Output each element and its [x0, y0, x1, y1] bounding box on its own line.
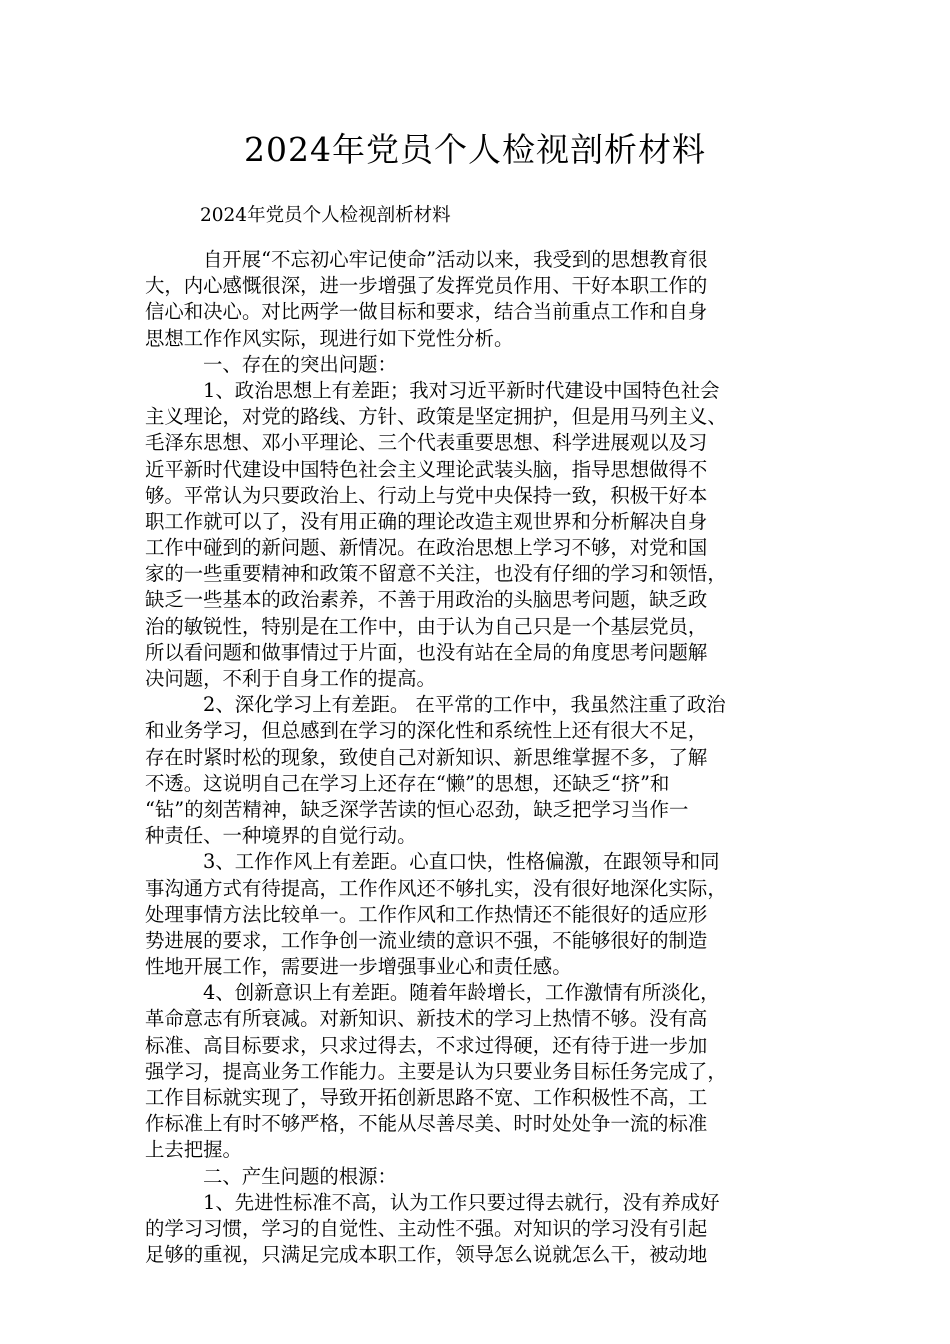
text-line: 一、存在的突出问题： — [203, 352, 397, 376]
text-line: 毛泽东思想、邓小平理论、三个代表重要思想、科学进展观以及习 — [145, 431, 708, 455]
text-line: “钻”的刻苦精神，缺乏深学苦读的恒心忍劲，缺乏把学习当作一 — [145, 797, 689, 821]
text-line: 大，内心感慨很深，进一步增强了发挥党员作用、干好本职工作的 — [145, 274, 708, 298]
text-line: 性地开展工作，需要进一步增强事业心和责任感。 — [145, 955, 572, 979]
text-line: 所以看问题和做事情过于片面，也没有站在全局的角度思考问题解 — [145, 640, 708, 664]
document-body — [145, 247, 810, 1268]
text-line: 作标准上有时不够严格，不能从尽善尽美、时时处处争一流的标准 — [145, 1112, 708, 1136]
text-line: 治的敏锐性，特别是在工作中，由于认为自己只是一个基层党员， — [145, 614, 708, 638]
text-line: 1、政治思想上有差距；我对习近平新时代建设中国特色社会 — [203, 378, 720, 402]
text-line: 家的一些重要精神和政策不留意不关注，也没有仔细的学习和领悟， — [145, 562, 727, 586]
text-line: 的学习习惯，学习的自觉性、主动性不强。对知识的学习没有引起 — [145, 1216, 708, 1240]
text-line: 二、产生问题的根源： — [203, 1164, 397, 1188]
text-line: 自开展“不忘初心牢记使命”活动以来，我受到的思想教育很 — [203, 248, 708, 271]
text-line: 思想工作作风实际，现进行如下党性分析。 — [145, 326, 514, 350]
text-line: 近平新时代建设中国特色社会主义理论武装头脑，指导思想做得不 — [145, 457, 708, 481]
text-line: 和业务学习，但总感到在学习的深化性和系统性上还有很大不足， — [145, 719, 708, 743]
text-line: 决问题，不利于自身工作的提高。 — [145, 667, 436, 690]
text-line: 工作中碰到的新问题、新情况。在政治思想上学习不够，对党和国 — [145, 536, 708, 560]
text-line: 2、深化学习上有差距。 在平常的工作中，我虽然注重了政治 — [203, 693, 726, 717]
text-line: 职工作就可以了，没有用正确的理论改造主观世界和分析解决自身 — [145, 509, 708, 533]
text-line: 缺乏一些基本的政治素养，不善于用政治的头脑思考问题，缺乏政 — [145, 588, 708, 612]
text-line: 革命意志有所衰减。对新知识、新技术的学习上热情不够。没有高 — [145, 1007, 708, 1031]
document-title: 2024年党员个人检视剖析材料 — [244, 130, 706, 169]
text-line: 信心和决心。对比两学一做目标和要求，结合当前重点工作和自身 — [145, 300, 708, 324]
text-line: 上去把握。 — [145, 1138, 242, 1162]
text-line: 标准、高目标要求，只求过得去，不求过得硬，还有待于进一步加 — [145, 1033, 708, 1057]
text-line: 强学习，提高业务工作能力。主要是认为只要业务目标任务完成了， — [145, 1059, 727, 1083]
document-subtitle: 2024年党员个人检视剖析材料 — [200, 205, 451, 226]
text-line: 处理事情方法比较单一。工作作风和工作热情还不能很好的适应形 — [145, 902, 708, 926]
text-line: 主义理论，对党的路线、方针、政策是坚定拥护，但是用马列主义、 — [145, 405, 727, 429]
text-line: 势进展的要求，工作争创一流业绩的意识不强，不能够很好的制造 — [145, 928, 708, 952]
text-line: 存在时紧时松的现象，致使自己对新知识、新思维掌握不多，了解 — [145, 745, 708, 769]
text-line: 1、先进性标准不高，认为工作只要过得去就行，没有养成好 — [203, 1190, 720, 1214]
text-line: 3、工作作风上有差距。心直口快，性格偏激，在跟领导和同 — [203, 850, 720, 874]
text-line: 4、创新意识上有差距。随着年龄增长，工作激情有所淡化， — [203, 981, 720, 1005]
text-line: 够。平常认为只要政治上、行动上与党中央保持一致，积极干好本 — [145, 483, 708, 507]
text-line: 种责任、一种境界的自觉行动。 — [145, 824, 417, 848]
text-line: 不透。这说明自己在学习上还存在“懒”的思想，还缺乏“挤”和 — [145, 771, 670, 795]
text-line: 工作目标就实现了，导致开拓创新思路不宽、工作积极性不高，工 — [145, 1086, 708, 1109]
text-line: 足够的重视，只满足完成本职工作，领导怎么说就怎么干，被动地 — [145, 1243, 708, 1267]
text-line: 事沟通方式有待提高，工作作风还不够扎实，没有很好地深化实际， — [145, 876, 727, 900]
